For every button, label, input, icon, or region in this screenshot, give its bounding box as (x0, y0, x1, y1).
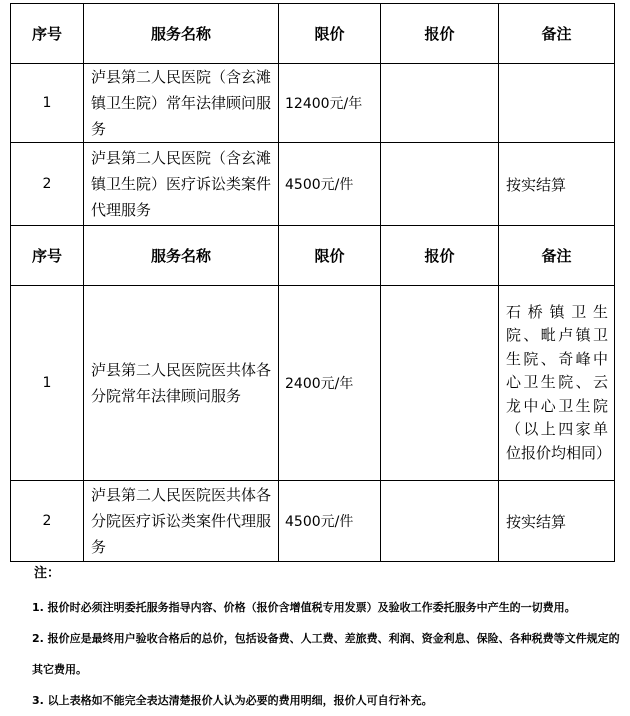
cell-limit-price: 4500元/件 (279, 481, 381, 562)
table-row (11, 286, 615, 481)
cell-limit-price: 2400元/年 (279, 286, 381, 481)
cell-quote[interactable] (381, 64, 499, 143)
quotation-table (10, 3, 615, 562)
header-note: 备注 (499, 226, 615, 286)
header-name: 服务名称 (84, 4, 279, 64)
cell-service-name: 泸县第二人民医院医共体各分院医疗诉讼类案件代理服务 (84, 481, 279, 562)
cell-note: 石桥镇卫生院、毗卢镇卫生院、奇峰中心卫生院、云龙中心卫生院（以上四家单位报价均相同） (499, 286, 615, 481)
table-header-row (11, 226, 615, 286)
header-limit: 限价 (279, 226, 381, 286)
header-quote: 报价 (381, 4, 499, 64)
notes-title: 注： (34, 566, 61, 581)
cell-no: 2 (11, 481, 84, 562)
note-item: 1. 报价时必须注明委托服务指导内容、价格（报价含增值税专用发票）及验收工作委托服务中产生的一切费用。 (32, 601, 576, 614)
note-item: 2. 报价应是最终用户验收合格后的总价，包括设备费、人工费、差旅费、利润、资金利息、保险、各种税费等文件规定的其它费用。 (32, 632, 620, 676)
cell-service-name: 泸县第二人民医院医共体各分院常年法律顾问服务 (84, 286, 279, 481)
cell-quote[interactable] (381, 143, 499, 226)
cell-no: 1 (11, 64, 84, 143)
table-row (11, 481, 615, 562)
cell-service-name: 泸县第二人民医院（含玄滩镇卫生院）医疗诉讼类案件代理服务 (84, 143, 279, 226)
table-header-row (11, 4, 615, 64)
table-row (11, 143, 615, 226)
cell-limit-price: 4500元/件 (279, 143, 381, 226)
table-row (11, 64, 615, 143)
header-quote: 报价 (381, 226, 499, 286)
header-no: 序号 (11, 226, 84, 286)
cell-no: 2 (11, 143, 84, 226)
header-note: 备注 (499, 4, 615, 64)
cell-limit-price: 12400元/年 (279, 64, 381, 143)
cell-service-name: 泸县第二人民医院（含玄滩镇卫生院）常年法律顾问服务 (84, 64, 279, 143)
notes-section (28, 562, 626, 707)
cell-note: 按实结算 (499, 143, 615, 226)
header-name: 服务名称 (84, 226, 279, 286)
note-item: 3. 以上表格如不能完全表达清楚报价人认为必要的费用明细，报价人可自行补充。 (32, 694, 433, 707)
header-no: 序号 (11, 4, 84, 64)
cell-note: 按实结算 (499, 481, 615, 562)
cell-quote[interactable] (381, 286, 499, 481)
cell-note (499, 64, 615, 143)
cell-quote[interactable] (381, 481, 499, 562)
header-limit: 限价 (279, 4, 381, 64)
cell-no: 1 (11, 286, 84, 481)
